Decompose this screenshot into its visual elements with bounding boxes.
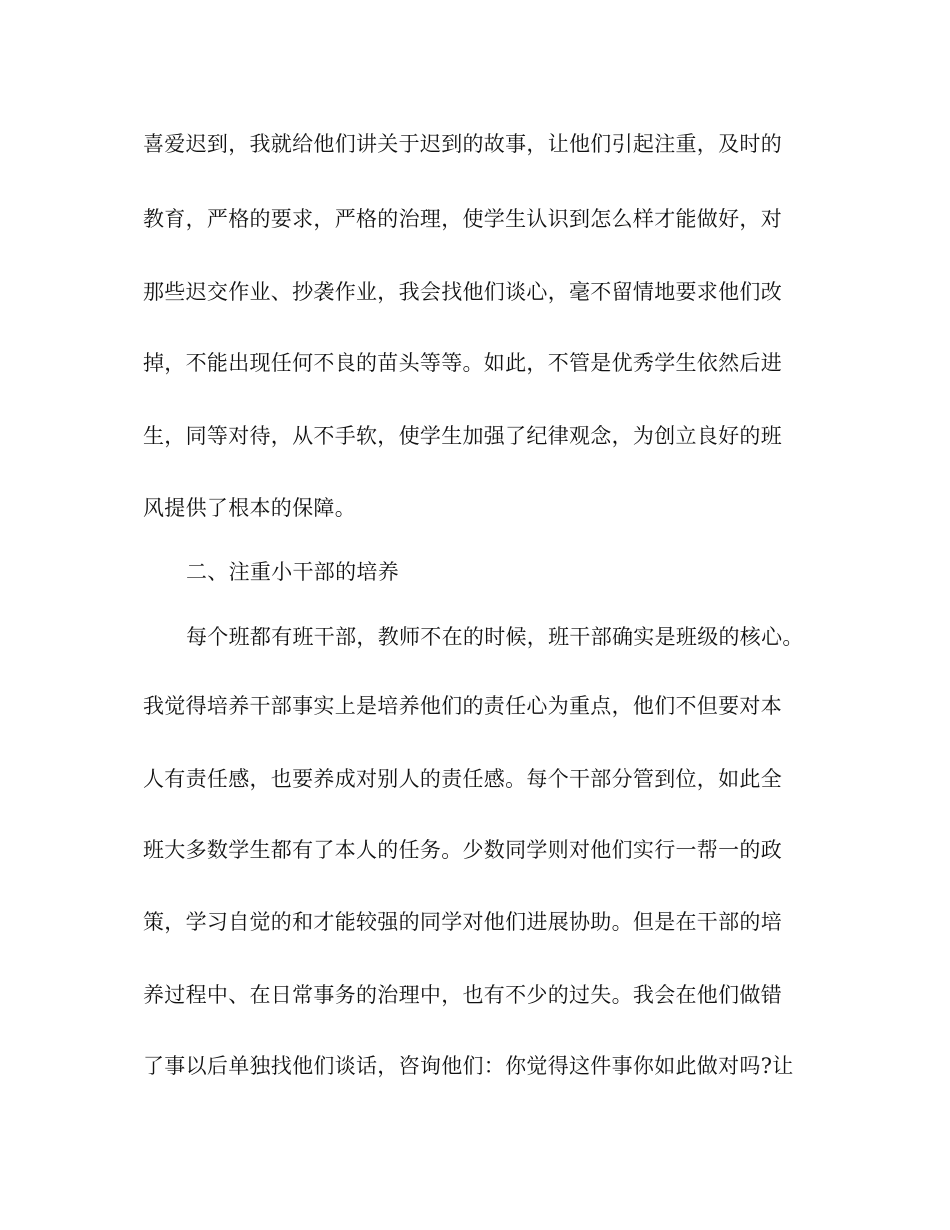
paragraph-line: 养过程中、在日常事务的治理中，也有不少的过失。我会在他们做错 (143, 983, 782, 1007)
paragraph-line: 策，学习自觉的和才能较强的同学对他们进展协助。但是在干部的培 (143, 910, 782, 934)
paragraph-line: 我觉得培养干部事实上是培养他们的责任心为重点，他们不但要对本 (143, 694, 782, 718)
paragraph-line: 喜爱迟到，我就给他们讲关于迟到的故事，让他们引起注重，及时的 (143, 132, 782, 156)
paragraph-line: 班大多数学生都有了本人的任务。少数同学则对他们实行一帮一的政 (143, 838, 782, 862)
paragraph-line: 风提供了根本的保障。 (143, 496, 356, 520)
paragraph-line: 那些迟交作业、抄袭作业，我会找他们谈心，毫不留情地要求他们改 (143, 280, 782, 304)
paragraph-line: 生，同等对待，从不手软，使学生加强了纪律观念，为创立良好的班 (143, 424, 782, 448)
paragraph-line: 每个班都有班干部，教师不在的时候，班干部确实是班级的核心。 (186, 625, 804, 649)
section-heading: 二、注重小干部的培养 (186, 560, 399, 584)
paragraph-line: 了事以后单独找他们谈话，咨询他们：你觉得这件事你如此做对吗?让 (143, 1054, 794, 1078)
paragraph-line: 教育，严格的要求，严格的治理，使学生认识到怎么样才能做好，对 (143, 207, 782, 231)
paragraph-line: 人有责任感，也要养成对别人的责任感。每个干部分管到位，如此全 (143, 767, 782, 791)
paragraph-line: 掉，不能出现任何不良的苗头等等。如此，不管是优秀学生依然后进 (143, 351, 782, 375)
